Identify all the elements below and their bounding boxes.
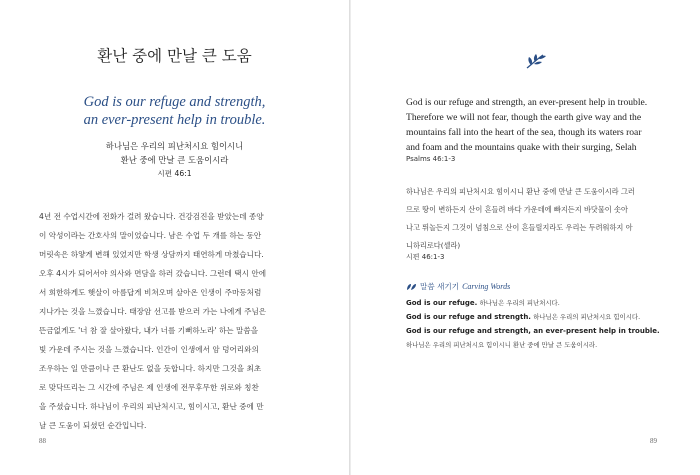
verse-korean-line: 하나님은 우리의 피난처시요 힘이시니 [105,141,244,151]
carving-korean: 하나님은 우리의 피난처시요 힘이시다. [533,313,641,321]
body-line: 빛 가운데 주시는 것을 느꼈습니다. 인간이 인생에서 암 덩어리와의 [39,345,259,354]
carving-words-heading [406,281,510,292]
verse-korean [0,139,349,181]
verse-english-line: God is our refuge and strength, [83,94,266,110]
english-verse-line: mountains fall into the heart of the sea, though its waters roar [406,127,642,138]
leaf-sprig-icon [525,52,547,70]
korean-verse-reference: 시편 46:1-3 [406,253,445,261]
body-line: 뜬금없게도 '너 참 잘 살아왔다, 내가 너를 기뻐하노라' 하는 말씀을 [39,326,259,335]
body-line: 오후 4시가 되어서야 의사와 면담을 하러 갔습니다. 그런데 택시 안에 [39,269,267,278]
body-line: 서 희한하게도 햇살이 아름답게 비쳐오며 살아온 인생이 주마등처럼 [39,288,262,297]
verse-english-full [406,95,668,155]
carving-korean: 하나님은 우리의 피난처시요 힘이시니 환난 중에 만날 큰 도움이시라. [406,341,598,349]
korean-verse-line: 므로 땅이 변하든지 산이 흔들려 바다 가운데에 빠지든지 바닷물이 솟아 [406,205,628,214]
carving-item [406,338,676,352]
left-page [0,0,349,475]
carving-english: God is our refuge and strength. [406,313,531,321]
korean-verse-line: 하나님은 우리의 피난처시요 힘이시니 환난 중에 만날 큰 도움이시라 그러 [406,187,635,196]
body-line: 4년 전 수업시간에 전화가 걸려 왔습니다. 건강검진을 받았는데 종양 [39,212,264,221]
page-title: 환난 중에 만날 큰 도움 [97,47,252,65]
carving-title-english: Carving Words [462,282,511,291]
verse-reference: 시편 46:1 [157,169,192,178]
body-line: 날 큰 도움이 되셨던 순간입니다. [39,421,147,430]
english-verse-line: God is our refuge and strength, an ever-present help in trouble. [406,97,648,108]
page-number: 89 [650,437,657,445]
body-line: 이 악성이라는 간호사의 말이었습니다. 남은 수업 두 개를 하는 동안 [39,231,262,240]
english-verse-line: and foam and the mountains quake with their surging, Selah [406,142,637,153]
korean-verse-line: 나고 뛰놀든지 그것이 넘침으로 산이 흔들릴지라도 우리는 두려워하지 아 [406,223,633,232]
english-verse-reference: Psalms 46:1-3 [406,155,456,163]
carving-title-korean: 말씀 새기기 [420,282,460,291]
verse-english [0,93,349,129]
verse-english-line: an ever-present help in trouble. [83,112,266,128]
body-line: 지나가는 것을 느꼈습니다. 태장암 선고를 받으러 가는 나에게 주님은 [39,307,267,316]
english-verse-line: Therefore we will not fear, though the earth give way and the [406,112,642,123]
korean-verse-line: 니하리로다(셀라) [406,241,461,250]
carving-words-list [406,296,676,352]
body-line: 조우하는 일 만큼이나 큰 환난도 없을 듯합니다. 하지만 그것을 최초 [39,364,262,373]
carving-english: God is our refuge. [406,299,478,307]
body-line: 로 맞닥뜨리는 그 시간에 주님은 제 인생에 전무후무한 위로와 칭찬 [39,383,259,392]
body-line: 을 주셨습니다. 하나님이 우리의 피난처시고, 힘이시고, 환난 중에 만 [39,402,264,411]
right-page [351,0,700,475]
carving-item [406,324,676,338]
verse-korean-full [406,183,668,255]
body-line: 머릿속은 하얗게 변해 있었지만 학생 상담까지 태연하게 마쳤습니다. [39,250,264,259]
leaf-bullet-icon [406,283,417,291]
devotional-body [39,207,321,435]
carving-korean: 하나님은 우리의 피난처시다. [479,299,560,307]
carving-item [406,296,676,310]
page-number: 88 [39,437,46,445]
verse-korean-line: 환난 중에 만날 큰 도움이시라 [120,155,229,165]
carving-english: God is our refuge and strength, an ever-present help in trouble. [406,327,660,335]
carving-item [406,310,676,324]
